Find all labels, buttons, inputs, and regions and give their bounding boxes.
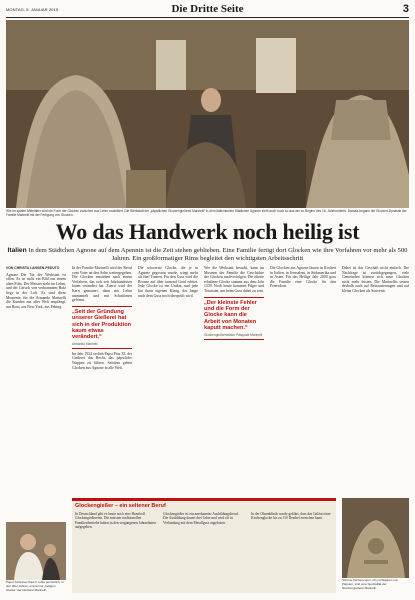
pull-quote-source: Armando Marinelli xyxy=(72,341,98,346)
article-subhead xyxy=(6,247,409,263)
subhead-text: In dem Städtchen Agnone auf dem Apennin ist die Zeit stehen geblieben. Eine Familie fertigt dort Glocken wie ihre Vorfahren vor mehr als 500 Jahren. Ein großformatiger Rims begleitet den wichtigsten Arbeitsschritt xyxy=(28,247,408,262)
info-box-column-1 xyxy=(75,512,157,532)
page-header xyxy=(6,3,409,18)
paragraph: Die schwerste Glocke, die je in Agnone gegossen wurde, wiegt mehr als fünf Tonnen. Für den Guss wird die Bronze auf über tausend Grad erhitzt. Jede Glocke ist ein Unikat, und jede hat ihren eigenen Klang, der lange nach dem Guss noch überprüft wird. xyxy=(138,266,198,298)
paragraph: Im Jahr 1924 verlieh Papst Pius XI. der Gießerei das Recht, das päpstliche Wappen zu führen. Seitdem gehen Glocken aus Agnone in alle Welt. xyxy=(72,351,132,370)
article-column-2 xyxy=(72,266,132,494)
bell-decoration-image xyxy=(342,498,409,578)
byline: VON CHRISTA LANGEN-PEDUTO xyxy=(6,266,60,270)
paragraph: Die Glocken aus Agnone läuten in Kirchen in Italien, in Jerusalem, in Südamerika und in Asien. Für das Heilige Jahr 2000 goss die Familie eine Glocke für den Petersdom. xyxy=(270,266,336,289)
info-box-column-3 xyxy=(251,512,333,523)
article-column-4 xyxy=(204,266,264,494)
pope-photo xyxy=(6,522,66,580)
info-paragraph: In Deutschland gibt es heute noch eine Handvoll Glockengießereien. Die meisten traditionellen Familienbetriebe haben in den vergangenen Jahrzehnten aufgegeben. xyxy=(75,512,156,530)
issue-date: MONTAG, 5. JANUAR 2015 xyxy=(6,7,59,12)
pope-photo-caption: Papst Johannes Paul II. lobte persönlich, in den 90er Jahren, einmal zur „heiligen Glocke“ der Gießerei Marinelli. xyxy=(6,580,64,592)
main-photo xyxy=(6,20,409,208)
paragraph: Wer die Werkstatt besucht, kann im Museum der Familie die Geschichte der Glocken nachverfolgen. Die älteste erhaltene Glocke stammt aus dem Jahr 1339. Noch heute kommen Pilger und Touristen, um beim Guss dabei zu sein. xyxy=(204,266,264,293)
info-paragraph: Glockengießer ist ein anerkannter Ausbildungsberuf. Die Ausbildung dauert drei Jahre und wird oft in Verbindung mit dem Metallguss angeboten. xyxy=(163,512,239,525)
paragraph: Dabei ist das Geschäft nicht einfach. Die Nachfrage ist zurückgegangen, viele Gemeinden können sich neue Glocken nicht mehr leisten. Die Marinellis setzen deshalb auch auf Restaurierungen und auf kleine Glocken als Souvenir. xyxy=(342,266,409,293)
workshop-bells-image xyxy=(6,20,409,208)
paragraph: Agnone Die Tür der Werkstatt ist offen. Es ist nicht ein Bild aus einem alten Film. Der Meister steht im Lehm, und der Geruch von verbranntem Holz liegt in der Luft. Es sind diese Momente, für die Armando Marinelli die Kunden aus aller Welt empfängt, aus Rom, aus New York, aus Peking. xyxy=(6,272,66,309)
subhead-region: Italien xyxy=(7,247,27,254)
pull-quote-2-text: „Der kleinste Fehler und die Form der Glocke kann die Arbeit von Monaten kaputt machen.“ xyxy=(204,299,257,332)
pull-quote-text: „Seit der Gründung unserer Gießerei hat sich in der Produktion kaum etwas verändert.“ xyxy=(72,308,132,341)
info-box-column-2 xyxy=(163,512,245,527)
main-photo-caption: Wie im späten Mittelalter wird die Form der Glocken zwischen aus Lehm modelliert. Die Werkstatt der „päpstlichen Glockengießerei Marinelli“ in dem italienischen Städtchen Agnone zieht auch noch so aus wie zu Beginn des 16. Jahrhunderts. Damals begann die Glocken-Dynastie der Familie Marinelli mit der Fertigung von Glocken. xyxy=(6,209,407,217)
pull-quote-2-source: Glockengießermeister Pasquale Marinelli xyxy=(204,332,263,337)
info-box xyxy=(72,498,336,593)
pope-image xyxy=(6,522,66,580)
decoration-photo-caption: Schöne Verzierungen, oft mit Wappen von Päpsten, sind eine Spezialität der Glockengießerei Marinelli. xyxy=(342,578,399,590)
article-column-3 xyxy=(138,266,198,494)
article-headline: Wo das Handwerk noch heilig ist xyxy=(55,219,360,244)
article-column-1 xyxy=(6,266,66,518)
info-box-title: Glockengießer – ein seltener Beruf xyxy=(75,503,166,509)
pull-quote xyxy=(72,306,132,349)
article-columns xyxy=(6,266,409,593)
info-paragraph: In der Ohrenklinik wurde geklärt, dass das Geläut einer Kirchenglocke bis zu 110 Dezibel erreichen kann. xyxy=(251,512,331,521)
article-column-6 xyxy=(342,266,409,494)
page-number: 3 xyxy=(402,3,409,15)
decoration-photo xyxy=(342,498,409,578)
paragraph: In der Familie Marinelli wird der Beruf vom Vater an den Sohn weitergegeben. Die Glocken entstehen nach einem Verfahren, das sich seit Jahrhunderten kaum verändert hat. Zuerst wird der Kern gemauert, dann mit Lehm ummantelt und mit Schablonen geformt. xyxy=(72,266,132,303)
pull-quote-2 xyxy=(204,297,264,340)
article-column-5 xyxy=(270,266,336,494)
section-title: Die Dritte Seite xyxy=(171,3,244,15)
